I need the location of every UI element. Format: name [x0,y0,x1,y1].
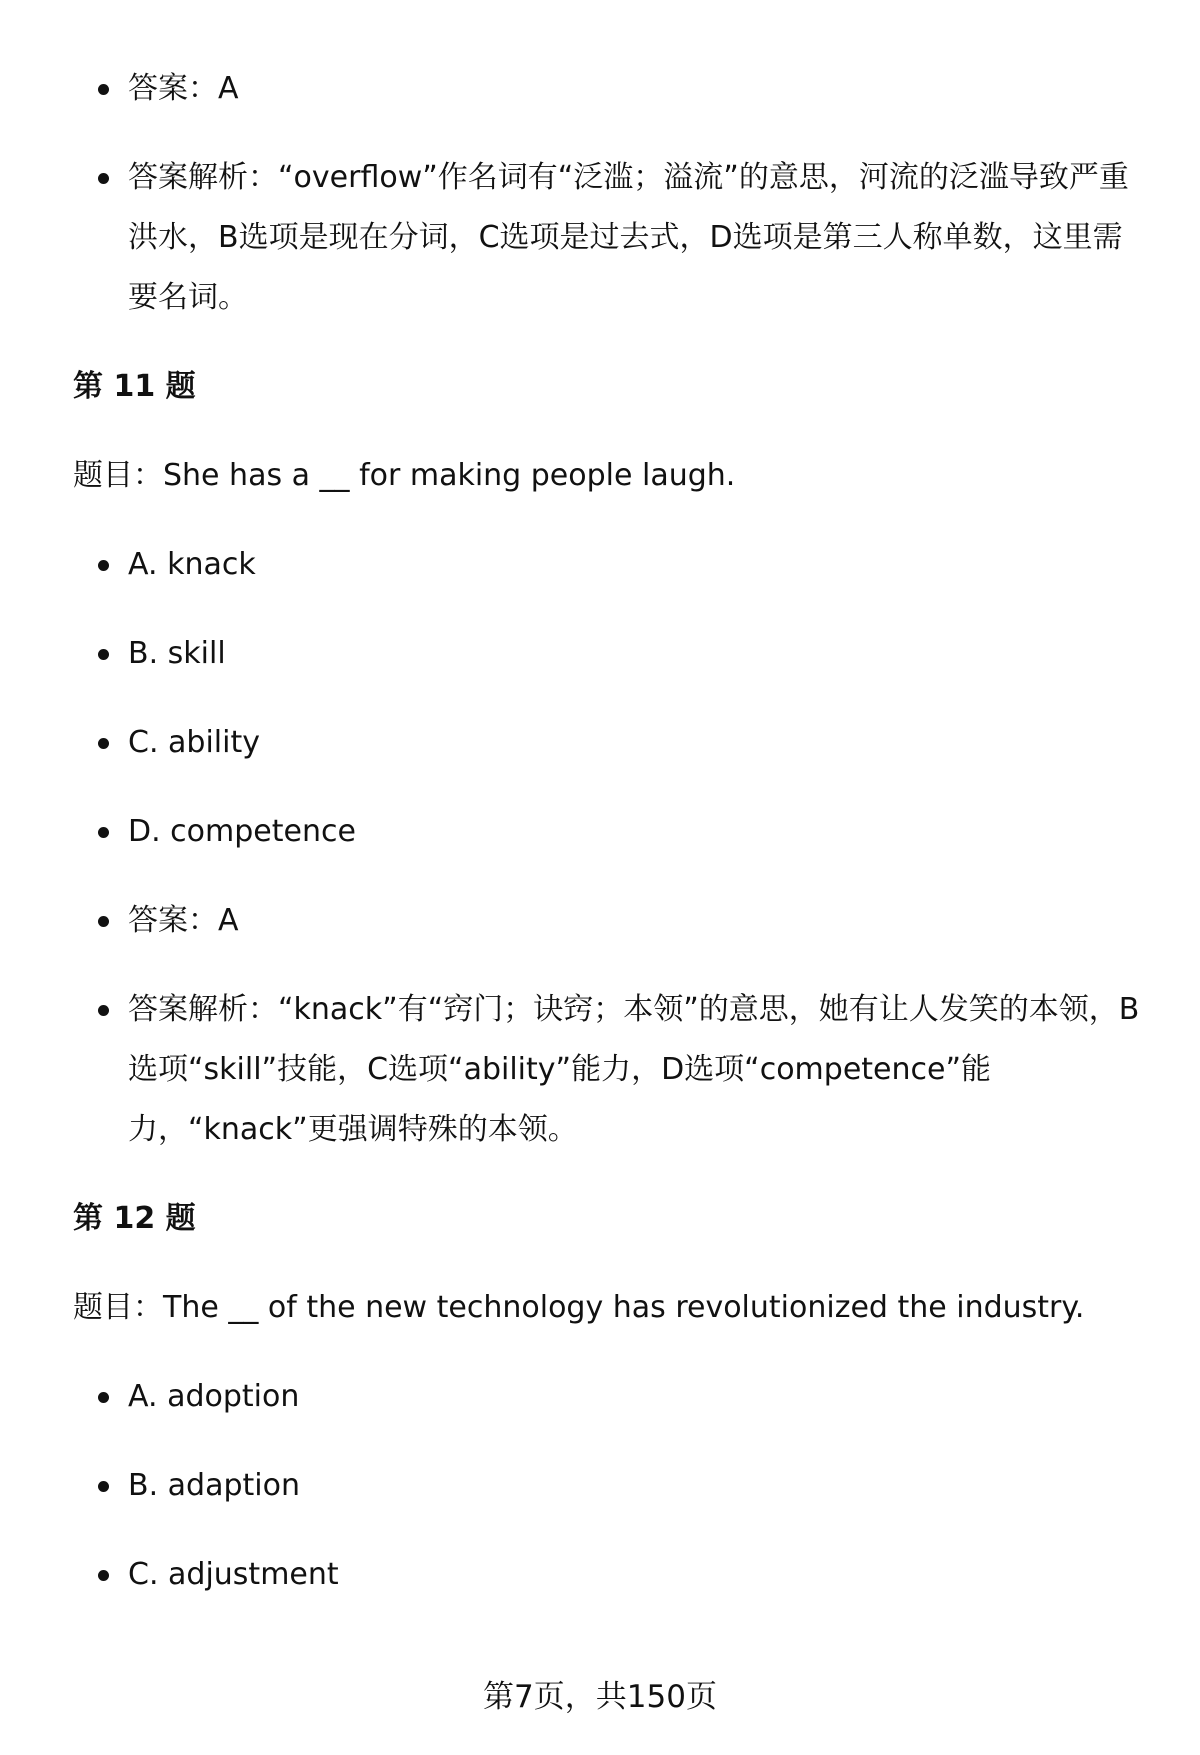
q12-option-c: C. adjustment [128,1545,1144,1605]
page-number-footer: 第7页，共150页 [483,1679,717,1715]
q11-option-a: A. knack [128,535,1144,595]
q12-option-b: B. adaption [128,1456,1144,1516]
q11-option-d: D. competence [128,802,1144,862]
q10-explanation: 答案解析：“overflow”作名词有“泛滥；溢流”的意思，河流的泛滥导致严重洪水，B选项是现在分词，C选项是过去式，D选项是第三人称单数，这里需要名词。 [128,148,1144,328]
q11-option-c: C. ability [128,713,1144,773]
q11-question: 题目：She has a __ for making people laugh. [73,458,736,493]
q11-heading: 第 11 题 [73,369,196,404]
q12-heading: 第 12 题 [73,1201,196,1236]
q10-answer: 答案：A [128,59,1144,119]
q11-option-b: B. skill [128,624,1144,684]
q11-explanation: 答案解析：“knack”有“窍门；诀窍；本领”的意思，她有让人发笑的本领，B选项“skill”技能，C选项“ability”能力，D选项“competence”能力，“knack”更强调特殊的本领。 [128,980,1144,1160]
q12-option-a: A. adoption [128,1367,1144,1427]
q11-answer: 答案：A [128,891,1144,951]
q12-question: 题目：The __ of the new technology has revolutionized the industry. [73,1290,1085,1325]
